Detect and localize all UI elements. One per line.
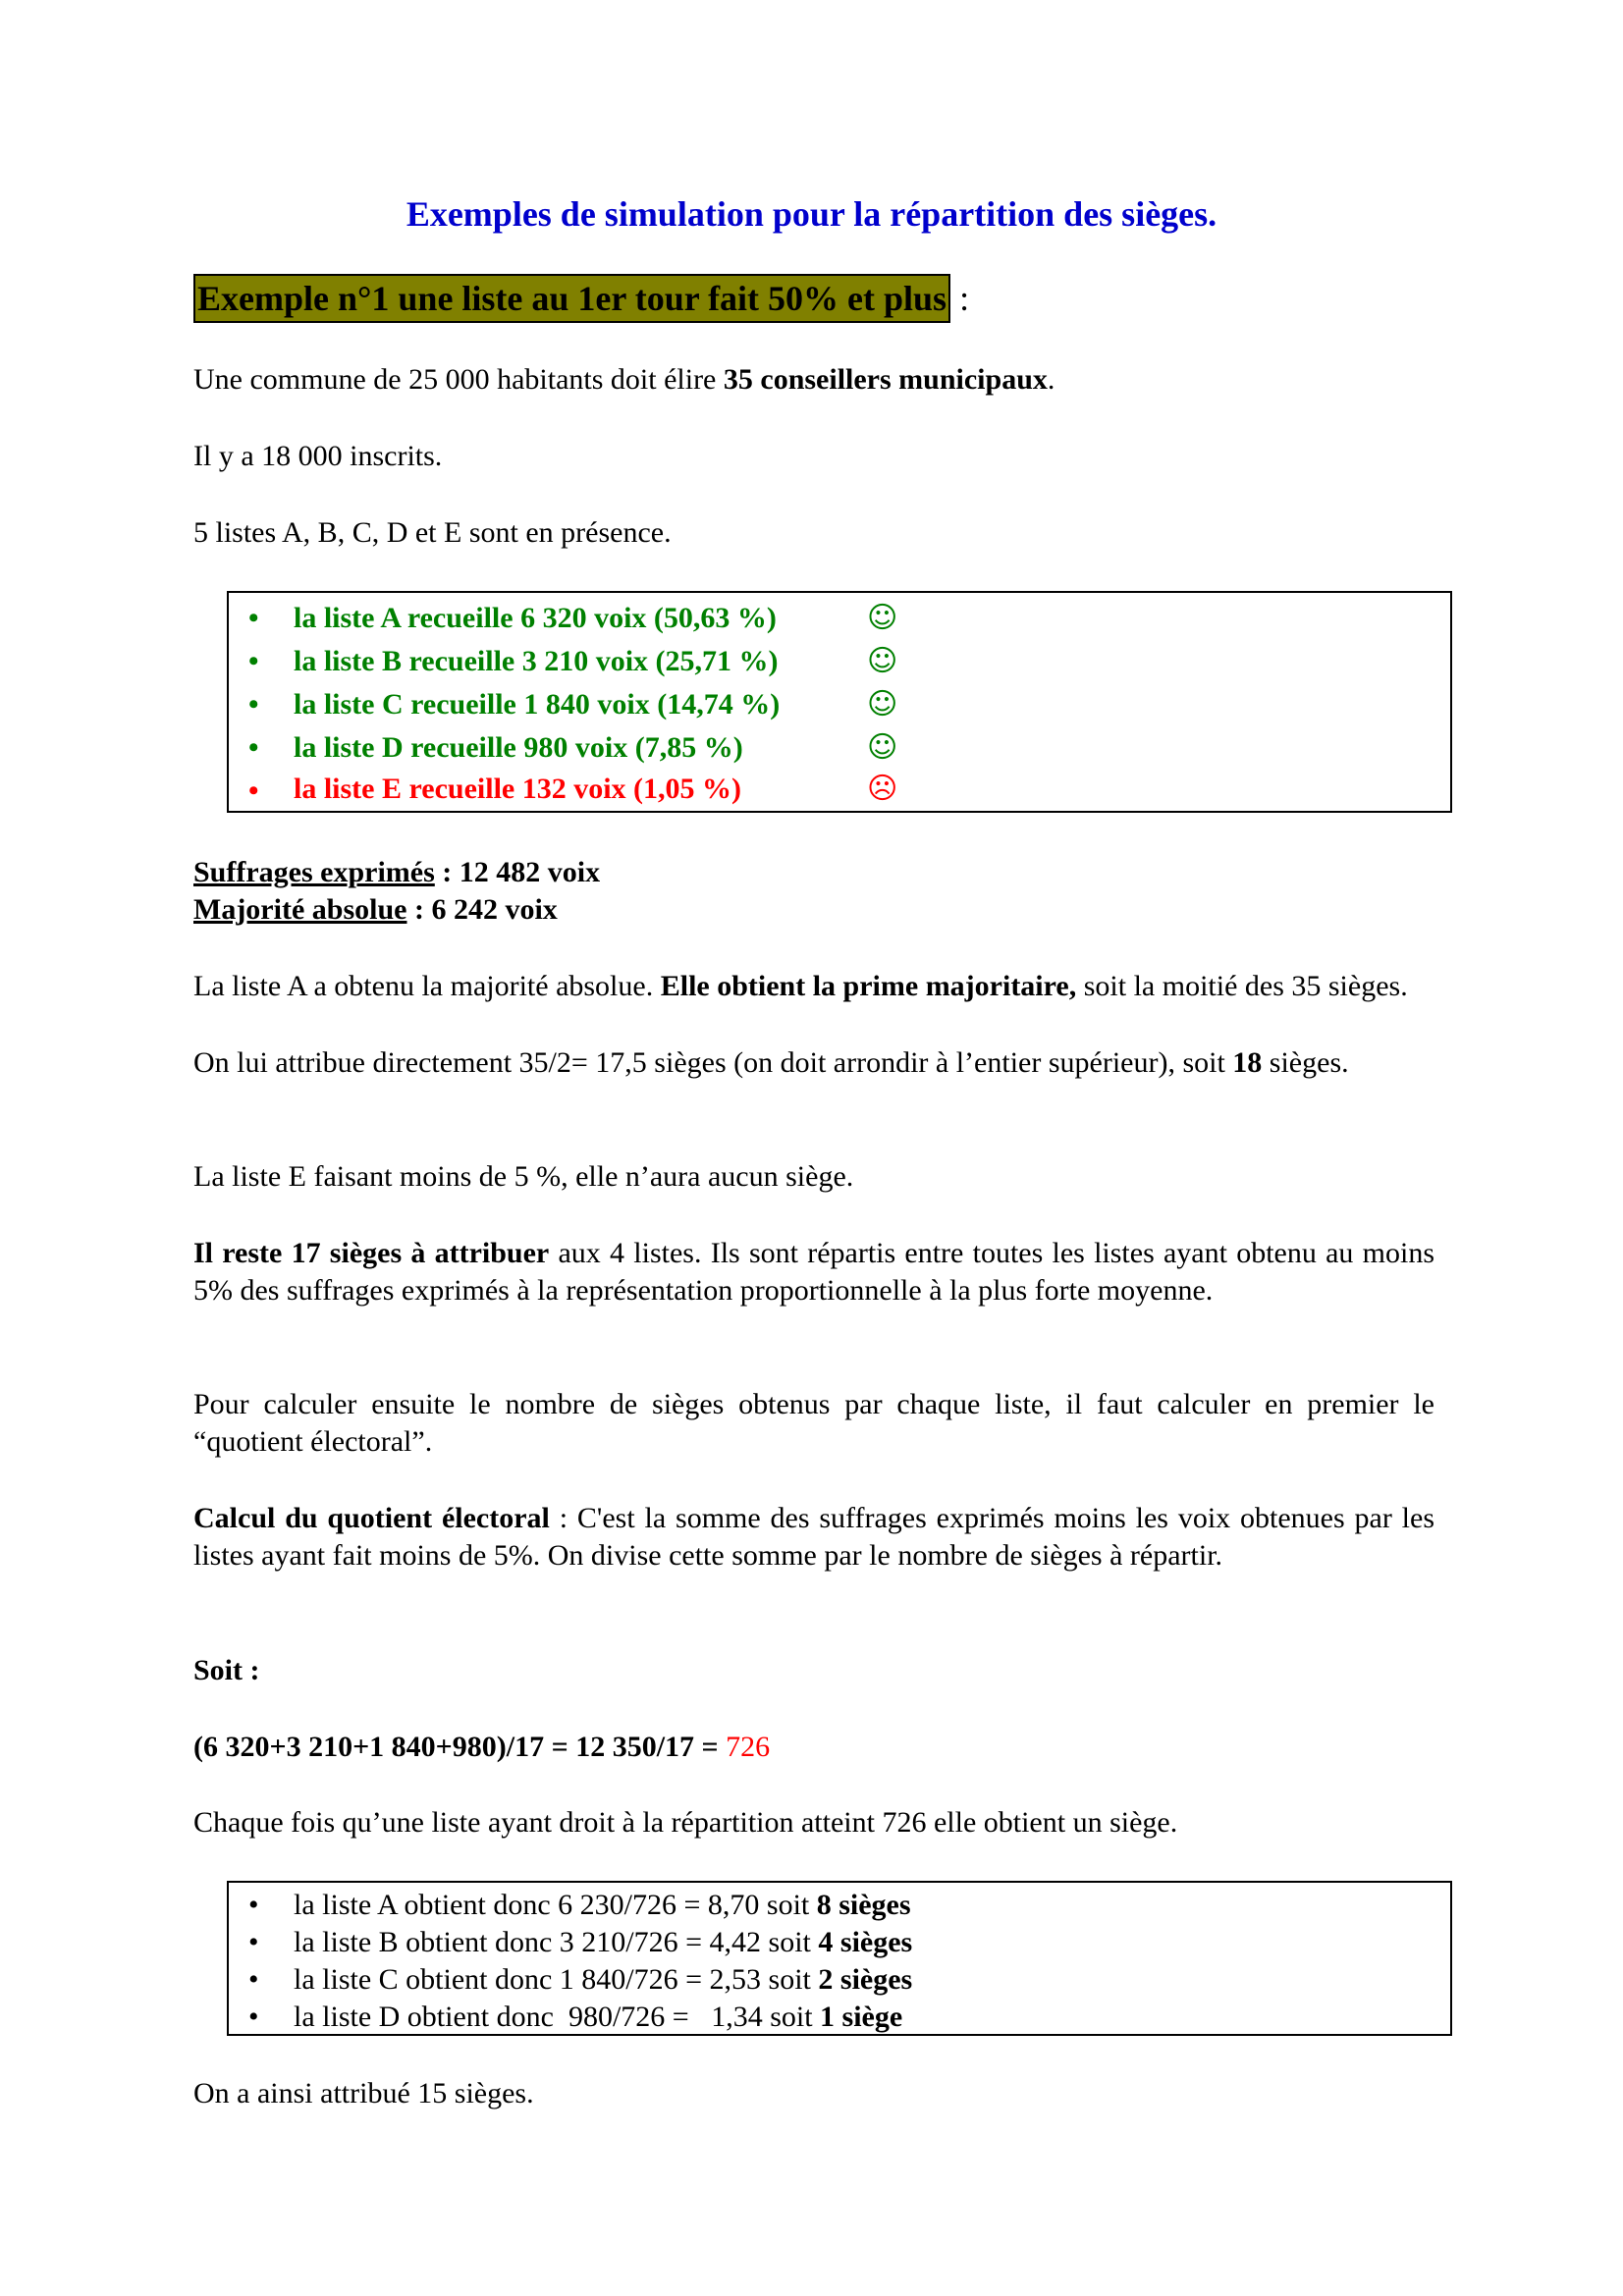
result-text: la liste C recueille 1 840 voix (14,74 %): [294, 688, 781, 721]
bullet-icon: •: [248, 2001, 259, 2033]
result-text: la liste B recueille 3 210 voix (25,71 %): [294, 645, 779, 677]
text: .: [1047, 363, 1055, 396]
result-text: la liste A recueille 6 320 voix (50,63 %): [294, 602, 777, 634]
paragraph-quotient-intro: Pour calculer ensuite le nombre de sièges obtenus par chaque liste, il faut calculer en premier le “quotient électoral”.: [193, 1388, 1434, 1458]
allocation-box: [227, 1881, 1452, 2036]
smiley-icon: ☺: [867, 644, 898, 678]
bullet-icon: •: [248, 1963, 259, 1996]
seats: 1 siège: [820, 2001, 903, 2033]
smiley-icon: ☺: [867, 687, 898, 721]
text: : C'est la somme des suffrages exprimés moins les voix obtenues par les listes ayant fait moins de 5%. On divise cette somme par le nombre de sièges à répartir.: [193, 1502, 1434, 1572]
result-text: la liste D recueille 980 voix (7,85 %): [294, 731, 743, 764]
paragraph-conclusion: On a ainsi attribué 15 sièges.: [193, 2077, 534, 2109]
suffrages-line: [193, 854, 1434, 891]
majorite-value: : 6 242 voix: [406, 893, 558, 926]
seats: 2 sièges: [818, 1963, 913, 1996]
paragraph-chaque-fois: Chaque fois qu’une liste ayant droit à la répartition atteint 726 elle obtient un siège.: [193, 1806, 1178, 1839]
allocation-text: [294, 1887, 911, 1924]
bullet-icon: •: [248, 774, 259, 807]
bullet-icon: •: [248, 645, 259, 677]
allocation-text: [294, 1999, 902, 2036]
formula-text: (6 320+3 210+1 840+980)/17 = 12 350/17 =: [193, 1731, 727, 1763]
bullet-icon: •: [248, 731, 259, 764]
paragraph-reste: [193, 1235, 1434, 1309]
bold-text: Il reste 17 sièges à attribuer: [193, 1237, 550, 1269]
frown-icon: ☹: [867, 772, 898, 806]
allocation-row: [229, 1924, 1450, 1961]
text: aux 4 listes. Ils sont répartis entre toutes les listes ayant obtenu au moins 5% des suffrages exprimés à la représentation proportionnelle à la plus forte moyenne.: [193, 1237, 1434, 1307]
bold-text: Soit :: [193, 1654, 260, 1686]
bold-text: 35 conseillers municipaux: [723, 363, 1048, 396]
allocation-row: [229, 1887, 1450, 1924]
paragraph-majorite: [193, 968, 1434, 1005]
text: la liste B obtient donc 3 210/726 = 4,42 soit: [294, 1926, 819, 1958]
paragraph-inscrits: Il y a 18 000 inscrits.: [193, 440, 443, 472]
suffrages-label: Suffrages exprimés: [193, 856, 435, 888]
allocation-row: [229, 1961, 1450, 1999]
example-heading: [193, 274, 969, 323]
formula-line: [193, 1729, 1434, 1766]
bullet-icon: •: [248, 1889, 259, 1921]
text: Une commune de 25 000 habitants doit élire: [193, 363, 724, 396]
bold-text: Elle obtient la prime majoritaire,: [660, 970, 1077, 1002]
paragraph-liste-e: La liste E faisant moins de 5 %, elle n’aura aucun siège.: [193, 1160, 854, 1193]
text: sièges.: [1262, 1046, 1349, 1079]
seats: 8 sièges: [816, 1889, 911, 1921]
result-row: [229, 640, 1450, 683]
text: On lui attribue directement 35/2= 17,5 sièges (on doit arrondir à l’entier supérieur), soit: [193, 1046, 1233, 1079]
soit-label: [193, 1652, 1434, 1689]
paragraph-commune: [193, 361, 1434, 399]
paragraph-attribution: [193, 1044, 1434, 1082]
result-text: la liste E recueille 132 voix (1,05 %): [294, 773, 742, 805]
results-box: [227, 591, 1452, 813]
example-heading-suffix: :: [950, 279, 970, 318]
result-row: [229, 597, 1450, 640]
seats: 4 sièges: [818, 1926, 913, 1958]
smiley-icon: ☺: [867, 601, 898, 635]
text: soit la moitié des 35 sièges.: [1076, 970, 1408, 1002]
bullet-icon: •: [248, 1926, 259, 1958]
result-row: [229, 683, 1450, 726]
text: la liste C obtient donc 1 840/726 = 2,53 soit: [294, 1963, 819, 1996]
result-row: [229, 770, 1450, 809]
bullet-icon: •: [248, 602, 259, 634]
majorite-label: Majorité absolue: [193, 893, 407, 926]
allocation-row: [229, 1999, 1450, 2036]
suffrages-value: : 12 482 voix: [434, 856, 601, 888]
formula-result: 726: [726, 1731, 771, 1763]
bold-text: Calcul du quotient électoral: [193, 1502, 550, 1534]
text: La liste A a obtenu la majorité absolue.: [193, 970, 661, 1002]
text: la liste D obtient donc 980/726 = 1,34 soit: [294, 2001, 821, 2033]
result-row: [229, 726, 1450, 770]
paragraph-quotient-calc: [193, 1500, 1434, 1575]
text: la liste A obtient donc 6 230/726 = 8,70 soit: [294, 1889, 817, 1921]
smiley-icon: ☺: [867, 730, 898, 765]
bullet-icon: •: [248, 688, 259, 721]
bold-text: 18: [1232, 1046, 1263, 1079]
paragraph-listes: 5 listes A, B, C, D et E sont en présence.: [193, 516, 672, 549]
allocation-text: [294, 1961, 912, 1999]
allocation-text: [294, 1924, 912, 1961]
majorite-line: [193, 891, 1434, 929]
example-heading-highlight: Exemple n°1 une liste au 1er tour fait 50% et plus: [193, 274, 950, 323]
page-title: Exemples de simulation pour la répartition des sièges.: [406, 194, 1217, 234]
